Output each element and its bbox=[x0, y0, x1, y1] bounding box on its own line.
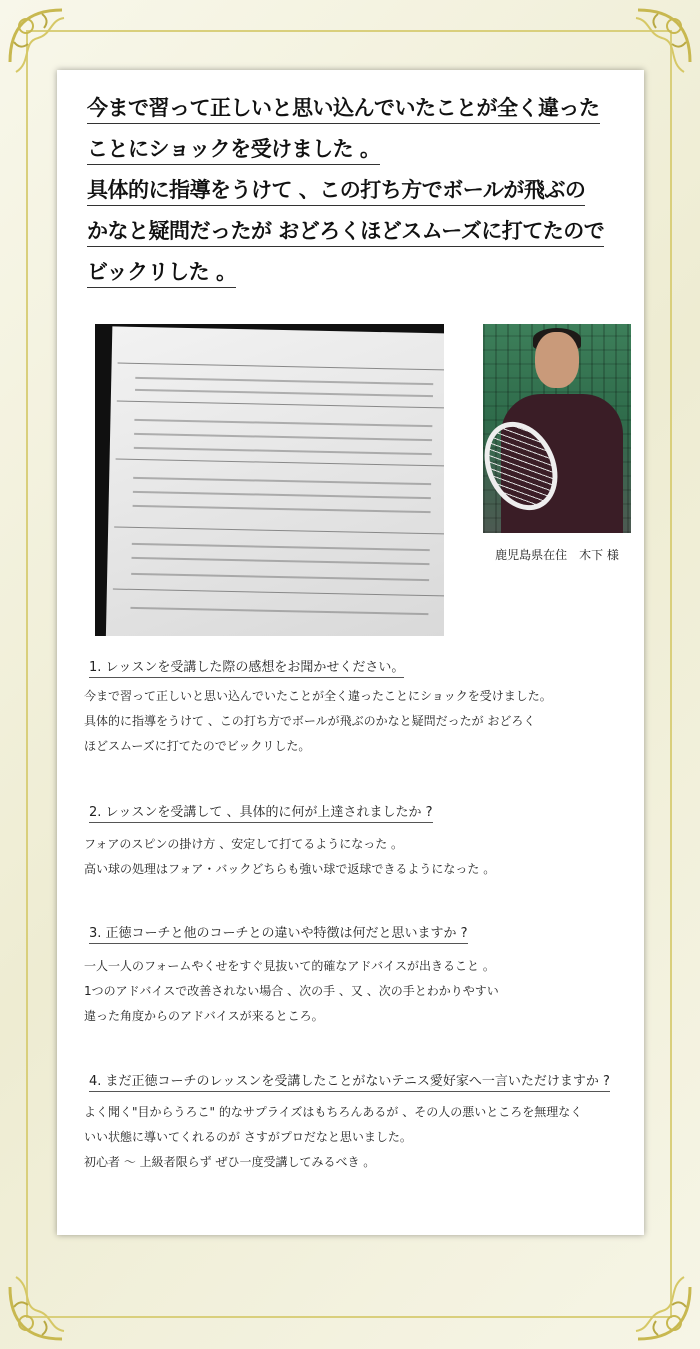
headline-line: ビックリした 。 bbox=[87, 260, 236, 288]
customer-caption: 鹿児島県在住 木下 様 bbox=[495, 548, 619, 562]
question-4: 4. まだ正徳コーチのレッスンを受講したことがないテニス愛好家へ一言いただけますか ? bbox=[89, 1070, 610, 1092]
answer-2: フォアのスピンの掛け方 、安定して打てるようになった 。 高い球の処理はフォア・バックどちらも強い球で返球できるようになった 。 bbox=[84, 837, 496, 876]
customer-photo bbox=[483, 324, 631, 533]
headline-line: かなと疑問だったが おどろくほどスムーズに打てたので bbox=[87, 219, 604, 247]
testimonial-card bbox=[57, 70, 644, 1235]
ornament-icon bbox=[2, 1257, 92, 1347]
question-2: 2. レッスンを受講して 、具体的に何が上達されましたか ? bbox=[89, 801, 433, 823]
headline-line: ことにショックを受けました 。 bbox=[87, 137, 380, 165]
headline-line: 具体的に指導をうけて 、この打ち方でボールが飛ぶの bbox=[87, 178, 585, 206]
answer-1: 今まで習って正しいと思い込んでいたことが全く違ったことにショックを受けました。 具体的に指導をうけて 、この打ち方でボールが飛ぶのかなと疑問だったが おどろく ほどスムーズに打てたのでビックリした。 bbox=[84, 689, 552, 753]
testimonial-headline bbox=[87, 88, 627, 293]
answer-4: よく聞く"目からうろこ" 的なサプライズはもちろんあるが 、その人の悪いところを無理なく いい状態に導いてくれるのが さすがプロだなと思いました。 初心者 ～ 上級者限らず ぜひ一度受講してみるべき 。 bbox=[84, 1105, 583, 1169]
question-1: 1. レッスンを受講した際の感想をお聞かせください。 bbox=[89, 656, 404, 678]
headline-line: 今まで習って正しいと思い込んでいたことが全く違った bbox=[87, 96, 600, 124]
question-3: 3. 正徳コーチと他のコーチとの違いや特徴は何だと思いますか ? bbox=[89, 922, 468, 944]
survey-sheet-photo bbox=[95, 324, 444, 636]
answer-3: 一人一人のフォームやくせをすぐ見抜いて的確なアドバイスが出きること 。 1つのアドバイスで改善されない場合 、次の手 、又 、次の手とわかりやすい 違った角度からのアドバイスが来るところ。 bbox=[84, 959, 499, 1023]
survey-sheet bbox=[106, 326, 444, 636]
ornament-icon bbox=[608, 1257, 698, 1347]
